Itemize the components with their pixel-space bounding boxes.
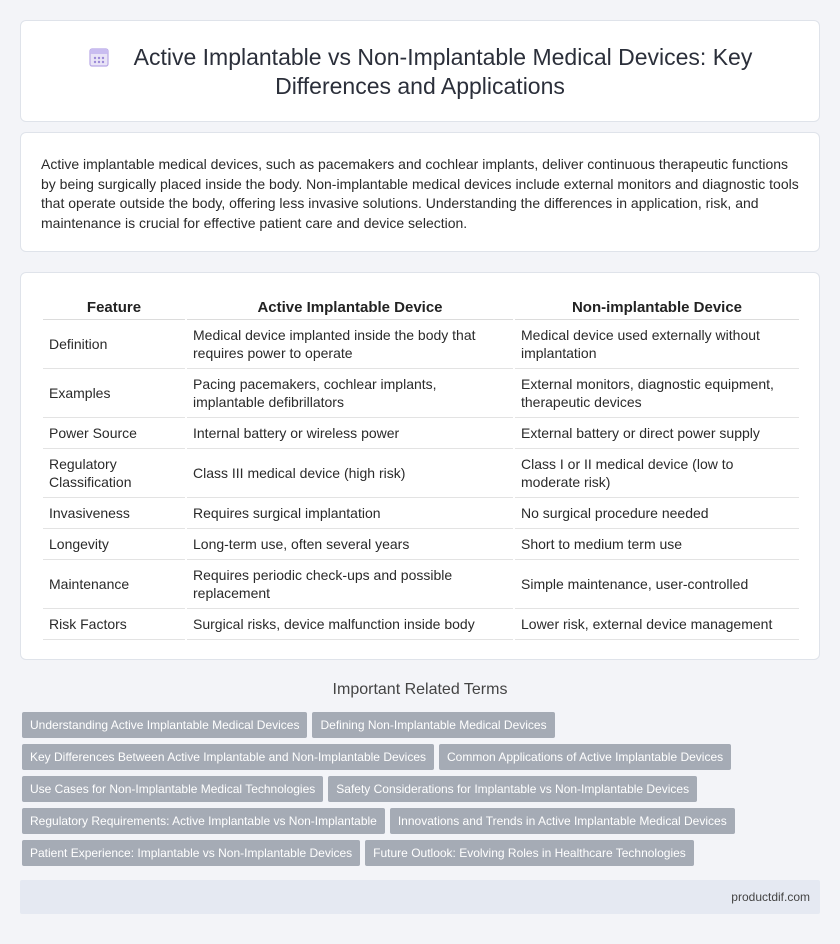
table-header: Feature	[43, 297, 186, 319]
intro-paragraph: Active implantable medical devices, such as pacemakers and cochlear implants, deliver continuous therapeutic functions by being surgically placed inside the body. Non-implantable medical devices include external monitors and diagnostic tools that operate outside the body, offering less invasive solutions. Understanding the differences in application, risk, and maintenance is crucial for effective patient care and device selection.	[41, 156, 799, 231]
footer	[20, 880, 820, 914]
table-cell: External battery or direct power supply	[514, 417, 799, 448]
table-cell: Long-term use, often several years	[186, 528, 514, 559]
table-cell: Simple maintenance, user-controlled	[514, 559, 799, 608]
table-cell: Internal battery or wireless power	[186, 417, 514, 448]
related-term-link[interactable]: Regulatory Requirements: Active Implantable vs Non-Implantable	[22, 808, 385, 834]
table-header-row	[43, 297, 799, 319]
table-cell: Short to medium term use	[514, 528, 799, 559]
table-cell: Class I or II medical device (low to moderate risk)	[514, 448, 799, 497]
footer-site-link[interactable]: productdif.com	[731, 890, 810, 904]
related-terms-list	[22, 712, 822, 872]
table-row	[43, 528, 799, 559]
table-cell: Requires surgical implantation	[186, 497, 514, 528]
comparison-card	[20, 272, 820, 660]
table-header: Active Implantable Device	[186, 297, 514, 319]
table-cell: Surgical risks, device malfunction inside body	[186, 608, 514, 639]
table-cell: Medical device implanted inside the body that requires power to operate	[186, 319, 514, 368]
table-row	[43, 497, 799, 528]
table-cell: Medical device used externally without implantation	[514, 319, 799, 368]
table-cell: Longevity	[43, 528, 186, 559]
table-cell: Requires periodic check-ups and possible replacement	[186, 559, 514, 608]
table-row	[43, 559, 799, 608]
table-row	[43, 448, 799, 497]
table-header: Non-implantable Device	[514, 297, 799, 319]
table-cell: Invasiveness	[43, 497, 186, 528]
comparison-table	[43, 297, 799, 640]
related-term-link[interactable]: Common Applications of Active Implantable Devices	[439, 744, 731, 770]
table-row	[43, 417, 799, 448]
table-cell: Risk Factors	[43, 608, 186, 639]
table-cell: No surgical procedure needed	[514, 497, 799, 528]
table-cell: External monitors, diagnostic equipment, therapeutic devices	[514, 368, 799, 417]
table-cell: Definition	[43, 319, 186, 368]
table-row	[43, 608, 799, 639]
table-cell: Power Source	[43, 417, 186, 448]
page-title: Active Implantable vs Non-Implantable Medical Devices: Key Differences and Applications	[133, 44, 753, 99]
related-terms-heading: Important Related Terms	[332, 681, 508, 698]
page-title-wrap	[21, 43, 819, 101]
table-row	[43, 368, 799, 417]
related-term-link[interactable]: Understanding Active Implantable Medical Devices	[22, 712, 307, 738]
table-cell: Examples	[43, 368, 186, 417]
related-term-link[interactable]: Defining Non-Implantable Medical Devices	[312, 712, 554, 738]
intro-card	[20, 132, 820, 252]
table-cell: Regulatory Classification	[43, 448, 186, 497]
title-card	[20, 20, 820, 122]
related-term-link[interactable]: Use Cases for Non-Implantable Medical Technologies	[22, 776, 323, 802]
related-term-link[interactable]: Future Outlook: Evolving Roles in Healthcare Technologies	[365, 840, 694, 866]
table-cell: Class III medical device (high risk)	[186, 448, 514, 497]
table-row	[43, 319, 799, 368]
related-term-link[interactable]: Patient Experience: Implantable vs Non-Implantable Devices	[22, 840, 360, 866]
table-cell: Lower risk, external device management	[514, 608, 799, 639]
table-cell: Pacing pacemakers, cochlear implants, implantable defibrillators	[186, 368, 514, 417]
related-term-link[interactable]: Key Differences Between Active Implantable and Non-Implantable Devices	[22, 744, 434, 770]
related-term-link[interactable]: Innovations and Trends in Active Implantable Medical Devices	[390, 808, 735, 834]
related-term-link[interactable]: Safety Considerations for Implantable vs Non-Implantable Devices	[328, 776, 697, 802]
table-cell: Maintenance	[43, 559, 186, 608]
calendar-icon	[88, 46, 110, 68]
